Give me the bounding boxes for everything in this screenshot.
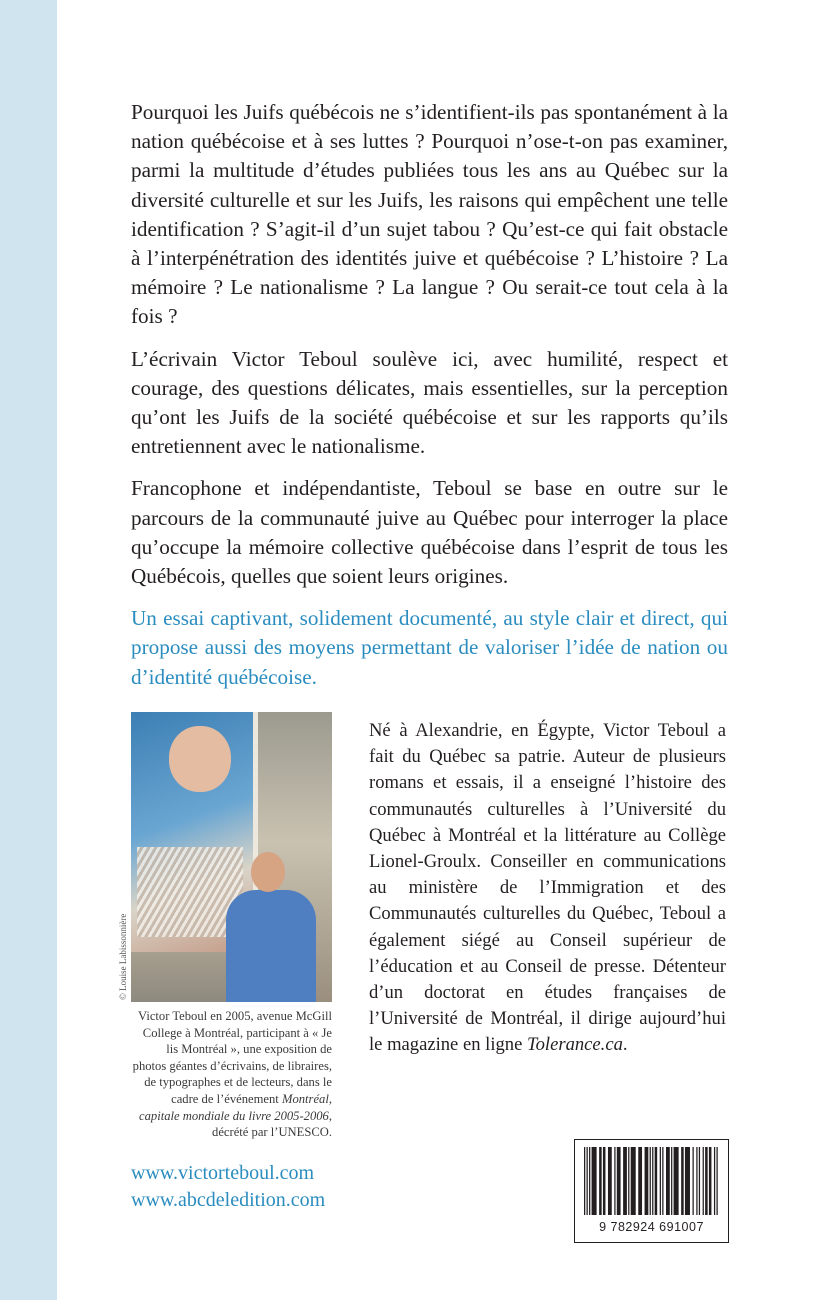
barcode-bar <box>614 1147 615 1215</box>
barcode-bar <box>587 1147 588 1215</box>
barcode-bar <box>603 1147 606 1215</box>
barcode-bar <box>696 1147 697 1215</box>
barcode-bar <box>662 1147 663 1215</box>
barcode-bar <box>714 1147 715 1215</box>
barcode-bar <box>699 1147 700 1215</box>
barcode-bar <box>608 1147 612 1215</box>
barcode-bar <box>660 1147 661 1215</box>
blurb-paragraph-2: L’écrivain Victor Teboul soulève ici, avec humilité, respect et courage, des questions délicates, mais essentielles, sur la perception qu’ont les Juifs de la société québécoise et sur les rapports qu’ils entretiennent avec le nationalisme. <box>131 346 728 459</box>
bio-magazine-name: Tolerance.ca <box>526 1034 623 1056</box>
barcode-bar <box>671 1147 672 1215</box>
blurb-paragraph-1: Pourquoi les Juifs québécois ne s’identifient-ils pas spontanément à la nation québécoise et à ses luttes ? Pourquoi n’ose-t-on pas examiner, parmi la multitude d’études publiées tous les ans au Québec sur la diversité culturelle et sur les Juifs, les raisons qui empêchent une telle identification ? S’agit-il d’un sujet tabou ? Qu’est-ce qui fait obstacle à l’interpénétration des identités juive et québécoise ? L’histoire ? La mémoire ? Le nationalisme ? La langue ? Ou serait-ce tout cela à la fois ? <box>131 100 728 329</box>
barcode-bar <box>589 1147 590 1215</box>
bio-text: Né à Alexandrie, en Égypte, Victor Teboul a fait du Québec sa patrie. Auteur de plusieurs romans et essais, il a enseigné l’histoire des communautés culturelles à l’Université du Québec à Montréal et la littérature au Collège Lionel-Groulx. Conseiller en communications au ministère de l’Immigration et des Communautés culturelles du Québec, Teboul a également siégé au Conseil supérieur de l’éducation et au Conseil de presse. Détenteur d’un doctorat en études françaises de l’Université de Montréal, il dirige aujourd’hui le magazine en ligne <box>369 720 726 1056</box>
barcode-bar <box>599 1147 602 1215</box>
barcode-bar <box>617 1147 621 1215</box>
barcode-bar <box>631 1147 636 1215</box>
barcode-bar <box>592 1147 597 1215</box>
barcode-bar <box>705 1147 708 1215</box>
barcode-bar <box>693 1147 694 1215</box>
barcode-bar <box>650 1147 651 1215</box>
caption-text-end: , décrété par l’UNESCO. <box>212 1108 332 1140</box>
spine-band <box>0 0 57 1300</box>
barcode-bar <box>628 1147 629 1215</box>
barcode-bar <box>623 1147 627 1215</box>
blurb-highlight: Un essai captivant, solidement documenté, au style clair et direct, qui propose aussi des moyens permettant de valoriser l’idée de nation ou d’identité québécoise. <box>131 606 728 689</box>
caption-event-title: Montréal, capitale mondiale du livre 2005-2006 <box>139 1091 332 1123</box>
website-links <box>131 1160 325 1214</box>
photo-caption <box>131 1008 332 1141</box>
author-photo <box>131 712 332 1002</box>
barcode-bars <box>582 1147 721 1215</box>
barcode-bar <box>666 1147 670 1215</box>
isbn-number: 9 782924 691007 <box>599 1220 704 1234</box>
barcode-bar <box>709 1147 712 1215</box>
barcode-bar <box>584 1147 585 1215</box>
barcode-bar <box>674 1147 679 1215</box>
isbn-barcode <box>574 1139 729 1243</box>
barcode-bar <box>655 1147 658 1215</box>
author-bio: Né à Alexandrie, en Égypte, Victor Teboul a fait du Québec sa patrie. Auteur de plusieurs romans et essais, il a enseigné l’histoire des communautés culturelles à l’Université du Québec à Montréal et la littérature au Collège Lionel-Groulx. Conseiller en communications au ministère de l’Immigration et des Communautés culturelles du Québec, Teboul a également siégé au Conseil supérieur de l’éducation et au Conseil de presse. Détenteur d’un doctorat en études françaises de l’Université de Montréal, il dirige aujourd’hui le magazine en ligne Tolerance.ca. <box>369 720 726 1056</box>
link-victorteboul[interactable]: www.victorteboul.com <box>131 1162 315 1184</box>
photo-credit: © Louise Labissonnière <box>118 913 128 1000</box>
back-cover-blurb <box>131 98 728 705</box>
barcode-bar <box>652 1147 653 1215</box>
barcode-bar <box>716 1147 717 1215</box>
barcode-bar <box>645 1147 649 1215</box>
blurb-paragraph-3: Francophone et indépendantiste, Teboul se base en outre sur le parcours de la communauté juive au Québec pour interroger la place qu’occupe la mémoire collective québécoise dans l’esprit de tous les Québécois, quelles que soient leurs origines. <box>131 476 728 589</box>
barcode-bar <box>638 1147 642 1215</box>
barcode-bar <box>681 1147 684 1215</box>
link-abcdeledition[interactable]: www.abcdeledition.com <box>131 1189 326 1211</box>
caption-text: Victor Teboul en 2005, avenue McGill College à Montréal, participant à « Je lis Montréal », une exposition de photos géantes d’écrivains, de libraires, de typographes et de lecteurs, dans le cadre de l’événement <box>132 1009 332 1106</box>
barcode-bar <box>703 1147 704 1215</box>
barcode-bar <box>685 1147 690 1215</box>
